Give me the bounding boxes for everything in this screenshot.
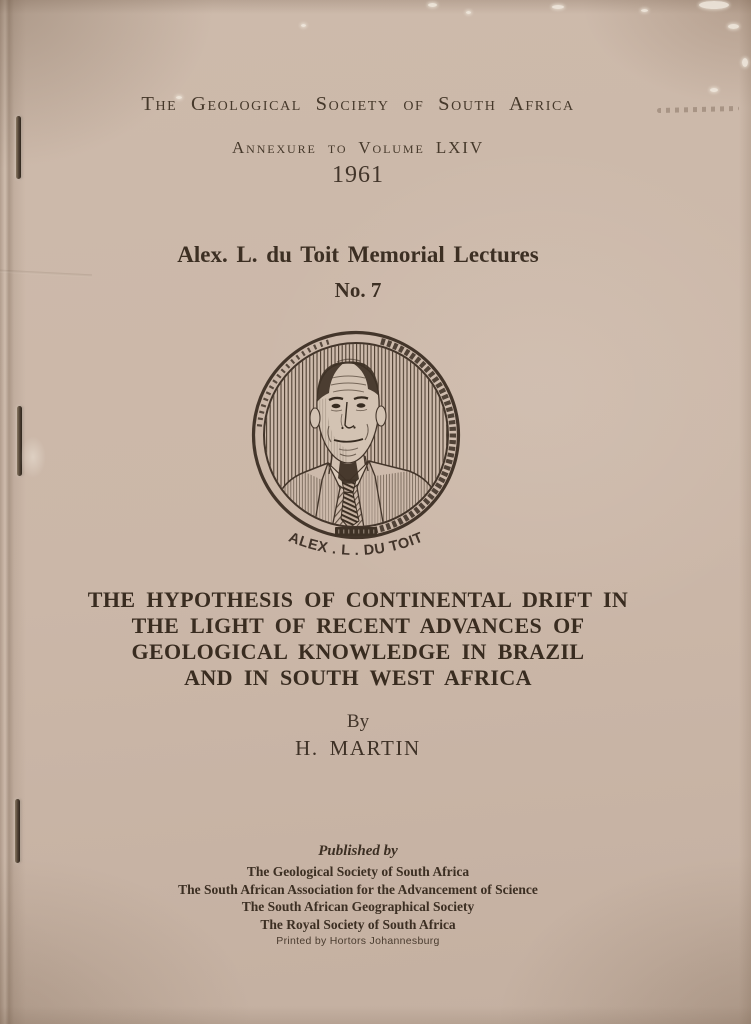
lecture-number: No. 7 xyxy=(334,278,382,302)
publisher-item: The Geological Society of South Africa xyxy=(246,864,470,879)
printer-line: Printed by Hortors Johannesburg xyxy=(276,935,440,947)
published-by-label: Published by xyxy=(318,843,398,859)
paper-chip xyxy=(552,5,564,9)
main-title-line: AND IN SOUTH WEST AFRICA xyxy=(184,665,532,690)
year: 1961 xyxy=(332,162,384,188)
main-title-line: GEOLOGICAL KNOWLEDGE IN BRAZIL xyxy=(131,639,585,664)
paper-chip xyxy=(641,9,648,12)
paper-chip xyxy=(428,3,437,7)
paper-chip xyxy=(699,1,729,9)
du-toit-portrait-medallion xyxy=(226,330,486,585)
annexure-line: Annexure to Volume LXIV xyxy=(231,138,485,157)
medallion-caption: ALEX . L . DU TOIT xyxy=(286,529,426,559)
publisher-item: The South African Association for the Advancement of Science xyxy=(178,881,538,897)
author-name: H. MARTIN xyxy=(295,736,421,760)
paper-chip xyxy=(742,58,748,67)
main-title xyxy=(2,587,714,691)
paper-chip xyxy=(728,24,739,29)
medallion-base-plate xyxy=(335,527,377,536)
publisher-item: The South African Geographical Society xyxy=(241,899,475,914)
paper-chip xyxy=(301,24,306,27)
paper-crease xyxy=(0,270,92,278)
paper-smudge xyxy=(20,436,46,478)
paper-chip xyxy=(466,11,471,14)
by-label: By xyxy=(346,711,370,732)
paper-chip xyxy=(710,88,718,92)
publisher-item: The Royal Society of South Africa xyxy=(260,916,456,932)
publisher-list xyxy=(2,863,714,933)
lecture-series-title: Alex. L. du Toit Memorial Lectures xyxy=(177,242,539,267)
main-title-line: THE HYPOTHESIS OF CONTINENTAL DRIFT IN xyxy=(87,587,629,612)
society-name: The Geological Society of South Africa xyxy=(141,93,575,115)
main-title-line: THE LIGHT OF RECENT ADVANCES OF xyxy=(131,613,585,638)
